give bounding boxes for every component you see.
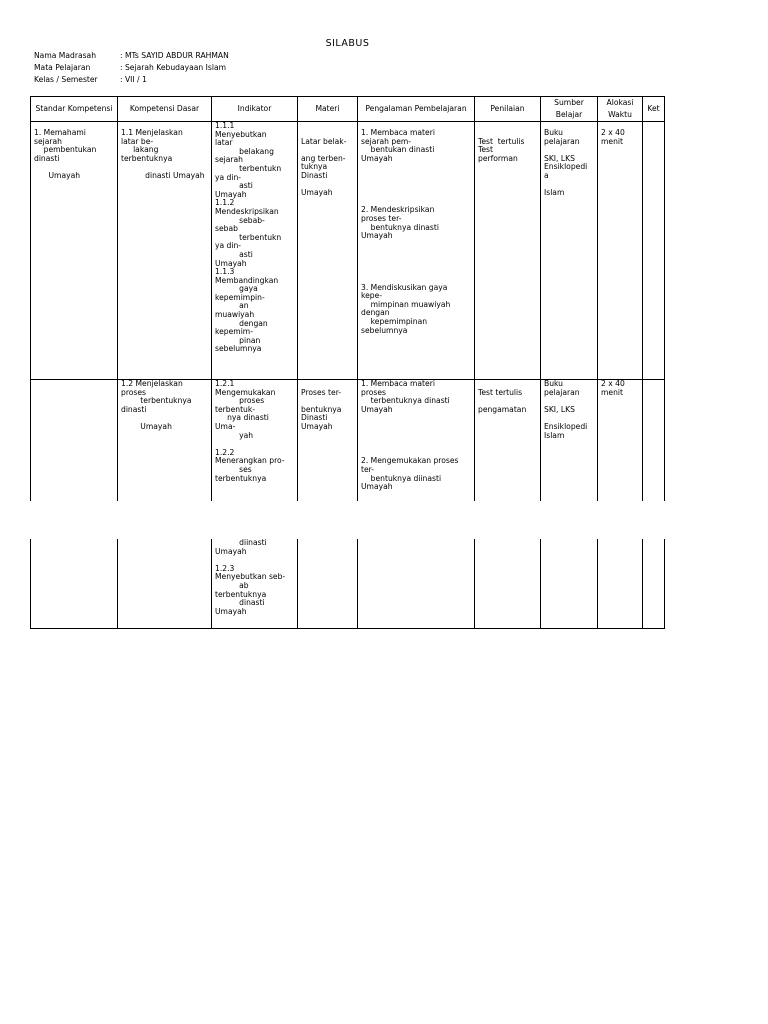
cell-pengalaman: 1. Membaca materi sejarah pem- bentukan dinasti Umayah 2. Mendeskripsikan proses ter- bentuknya dinasti Umayah 3. Mendiskusikan gaya kepe- mimpinan muawiyah dengan kepemimpinan sebelumnya — [358, 122, 475, 380]
cell-indikator: 1.1.1 Menyebutkan latar belakang sejarah terbentukn ya din- asti Umayah 1.1.2 Mendeskripsikan sebab- sebab terbentukn ya din- asti Umayah 1.1.3 Membandingkan gaya kepemimpin- an muawiyah dengan kepemim- pinan sebelumnya — [212, 122, 298, 380]
cell-kompetensi — [118, 539, 212, 628]
cell-pengalaman: 1. Membaca materi proses terbentuknya dinasti Umayah 2. Mengemukakan proses ter- bentuknya diinasti Umayah — [358, 380, 475, 501]
meta-school — [34, 50, 229, 62]
table-row — [31, 380, 665, 501]
meta-value: : Sejarah Kebudayaan Islam — [120, 63, 226, 72]
cell-kompetensi: 1.1 Menjelaskan latar be- lakang terbentuknya dinasti Umayah — [118, 122, 212, 380]
cell-indikator: diinasti Umayah 1.2.3 Menyebutkan seb- ab terbentuknya dinasti Umayah — [212, 539, 298, 628]
cell-alokasi — [598, 539, 643, 628]
cell-penilaian: Test tertulis pengamatan — [475, 380, 541, 501]
cell-indikator: 1.2.1 Mengemukakan proses terbentuk- nya dinasti Uma- yah 1.2.2 Menerangkan pro- ses terbentuknya — [212, 380, 298, 501]
cell-sumber — [541, 539, 598, 628]
cell-sumber: Buku pelajaran SKI, LKS Ensiklopedi a Islam — [541, 122, 598, 380]
meta-class — [34, 74, 229, 86]
meta-label: Kelas / Semester — [34, 75, 98, 84]
header-alokasi: Alokasi Waktu — [598, 97, 643, 122]
table-header-row — [31, 97, 665, 122]
cell-ket — [643, 539, 665, 628]
cell-ket — [643, 380, 665, 501]
syllabus-table-continued — [30, 539, 665, 629]
document-title: SILABUS — [325, 38, 370, 49]
meta-value: : VII / 1 — [120, 75, 147, 84]
document-meta — [34, 50, 229, 86]
header-penilaian: Penilaian — [475, 97, 541, 122]
meta-label: Mata Pelajaran — [34, 63, 91, 72]
cell-ket — [643, 122, 665, 380]
cell-materi: Latar belak- ang terben- tuknya Dinasti Umayah — [298, 122, 358, 380]
table-row — [31, 122, 665, 380]
cell-pengalaman — [358, 539, 475, 628]
cell-standar — [31, 539, 118, 628]
header-kompetensi: Kompetensi Dasar — [118, 97, 212, 122]
cell-standar — [31, 380, 118, 501]
meta-subject — [34, 62, 229, 74]
header-materi: Materi — [298, 97, 358, 122]
cell-penilaian — [475, 539, 541, 628]
header-indikator: Indikator — [212, 97, 298, 122]
meta-label: Nama Madrasah — [34, 51, 97, 60]
meta-value: : MTs SAYID ABDUR RAHMAN — [120, 51, 229, 60]
header-sumber: Sumber Belajar — [541, 97, 598, 122]
cell-materi: Proses ter- bentuknya Dinasti Umayah — [298, 380, 358, 501]
cell-materi — [298, 539, 358, 628]
cell-alokasi: 2 x 40 menit — [598, 122, 643, 380]
header-pengalaman: Pengalaman Pembelajaran — [358, 97, 475, 122]
cell-kompetensi: 1.2 Menjelaskan proses terbentuknya dinasti Umayah — [118, 380, 212, 501]
syllabus-table — [30, 96, 665, 501]
table-row — [31, 539, 665, 628]
cell-standar: 1. Memahami sejarah pembentukan dinasti Umayah — [31, 122, 118, 380]
header-standar: Standar Kompetensi — [31, 97, 118, 122]
cell-alokasi: 2 x 40 menit — [598, 380, 643, 501]
header-ket: Ket — [643, 97, 665, 122]
cell-penilaian: Test tertulis Test performan — [475, 122, 541, 380]
cell-sumber: Buku pelajaran SKI, LKS Ensiklopedi Islam — [541, 380, 598, 501]
